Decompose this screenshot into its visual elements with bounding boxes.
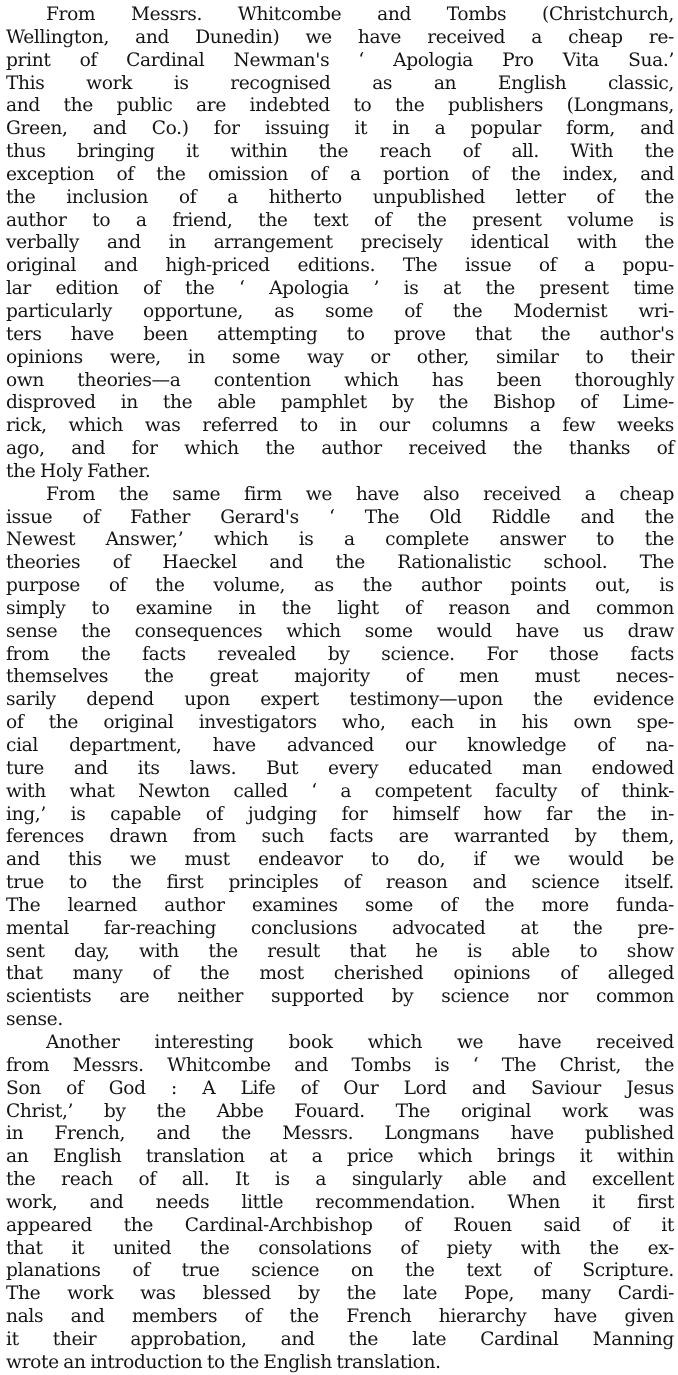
text-line: verbally and in arrangement precisely identical with the [6,232,674,254]
text-line: an English translation at a price which brings it within [6,1146,674,1168]
text-line: The work was blessed by the late Pope, many Cardi- [6,1283,674,1305]
text-line: and this we must endeavor to do, if we would be [6,849,674,871]
text-line: appeared the Cardinal-Archbishop of Rouen said of it [6,1214,674,1236]
text-line: that it united the consolations of piety with the ex- [6,1237,674,1259]
paragraph [6,484,674,1032]
text-line: exception of the omission of a portion of the index, and [6,163,674,185]
text-line: in French, and the Messrs. Longmans have published [6,1123,674,1145]
text-line: print of Cardinal Newman's ‘ Apologia Pro Vita Sua.’ [6,49,674,71]
text-line: sense the consequences which some would have us draw [6,620,674,642]
text-line: that many of the most cherished opinions of alleged [6,963,674,985]
text-line: The learned author examines some of the more funda- [6,894,674,916]
text-line: disproved in the able pamphlet by the Bishop of Lime- [6,392,674,414]
text-line: sarily depend upon expert testimony—upon the evidence [6,689,674,711]
text-line: ters have been attempting to prove that the author's [6,323,674,345]
text-line: ferences drawn from such facts are warranted by them, [6,826,674,848]
paragraph [6,4,674,484]
text-line: it their approbation, and the late Cardinal Manning [6,1328,674,1350]
text-line: Green, and Co.) for issuing it in a popular form, and [6,118,674,140]
text-line: nals and members of the French hierarchy have given [6,1306,674,1328]
text-line: From Messrs. Whitcombe and Tombs (Christchurch, [46,4,674,25]
text-line: Another interesting book which we have received [46,1031,674,1053]
text-line: ing,’ is capable of judging for himself how far the in- [6,803,674,825]
text-line: wrote an introduction to the English translation. [6,1351,441,1373]
text-line: work, and needs little recommendation. When it first [6,1191,674,1213]
text-line: purpose of the volume, as the author points out, is [6,575,674,597]
text-line: Son of God : A Life of Our Lord and Saviour Jesus [6,1077,674,1099]
text-line: author to a friend, the text of the present volume is [6,209,674,231]
text-line: and the public are indebted to the publishers (Longmans, [6,95,674,117]
text-line: lar edition of the ‘ Apologia ’ is at the present time [6,278,674,300]
text-line: cial department, have advanced our knowledge of na- [6,735,674,756]
text-line: Wellington, and Dunedin) we have received a cheap re- [6,26,674,48]
text-line: rick, which was referred to in our columns a few weeks [6,415,674,437]
paragraph [6,1032,674,1375]
text-line: This work is recognised as an English classic, [6,72,674,94]
text-line: Christ,’ by the Abbe Fouard. The original work was [6,1100,674,1122]
text-line: of the original investigators who, each in his own spe- [6,712,674,734]
text-line: opinions were, in some way or other, similar to their [6,346,674,368]
text-line: particularly opportune, as some of the Modernist wri- [6,300,674,322]
text-line: scientists are neither supported by science nor common [6,986,674,1008]
text-line: planations of true science on the text of Scripture. [6,1260,674,1282]
text-line: ago, and for which the author received the thanks of [6,438,674,460]
text-line: from the facts revealed by science. For those facts [6,643,674,665]
text-line: the inclusion of a hitherto unpublished letter of the [6,186,674,208]
text-line: theories of Haeckel and the Rationalistic school. The [6,552,674,574]
text-line: themselves the great majority of men must neces- [6,666,674,688]
article-body [6,4,674,1375]
text-line: sense. [6,1009,63,1031]
text-line: original and high-priced editions. The issue of a popu- [6,255,674,277]
text-line: with what Newton called ‘ a competent faculty of think- [6,780,674,802]
text-line: mental far-reaching conclusions advocated at the pre- [6,917,674,939]
text-line: the Holy Father. [6,460,151,482]
text-line: From the same firm we have also received a cheap [46,483,674,505]
text-line: the reach of all. It is a singularly able and excellent [6,1169,674,1191]
text-line: issue of Father Gerard's ‘ The Old Riddle and the [6,506,674,528]
text-line: thus bringing it within the reach of all. With the [6,141,674,163]
text-line: own theories—a contention which has been thoroughly [6,369,674,391]
text-line: sent day, with the result that he is able to show [6,940,674,962]
text-line: simply to examine in the light of reason and common [6,597,674,619]
text-line: from Messrs. Whitcombe and Tombs is ‘ The Christ, the [6,1054,674,1076]
text-line: true to the first principles of reason and science itself. [6,872,674,894]
text-line: Newest Answer,’ which is a complete answer to the [6,529,674,551]
text-line: ture and its laws. But every educated man endowed [6,757,674,779]
